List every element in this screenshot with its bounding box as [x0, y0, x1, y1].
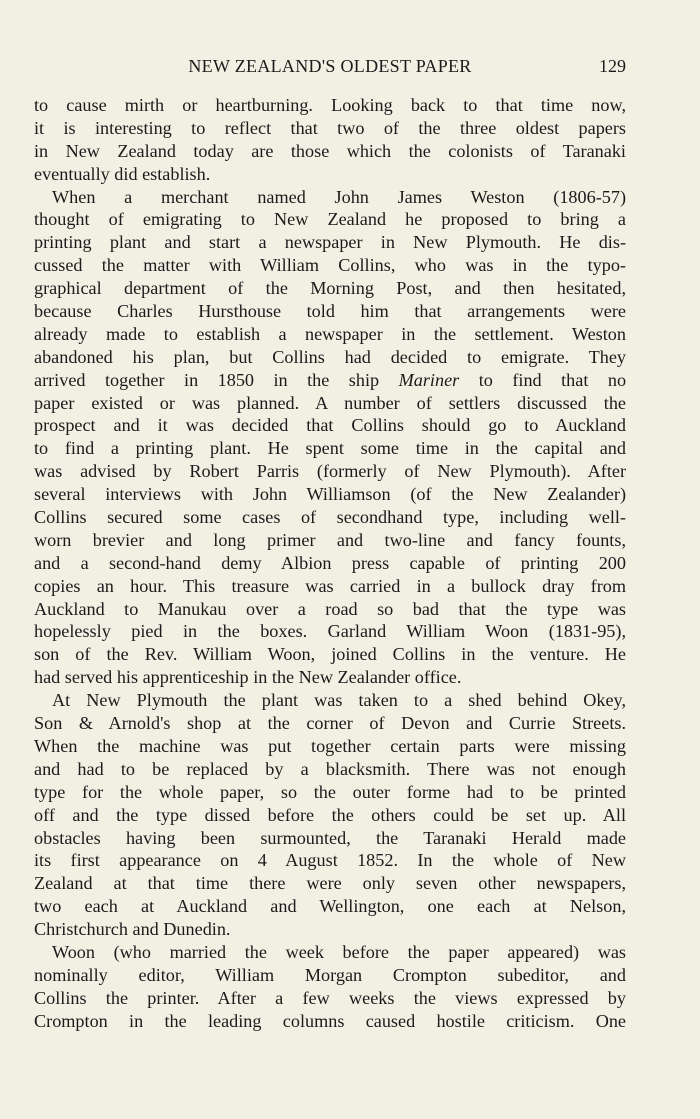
text-line: type for the whole paper, so the outer forme had to be printed [34, 781, 626, 802]
text-line: several interviews with John Williamson (of the New Zealander) [34, 484, 626, 505]
text-line: thought of emigrating to New Zealand he proposed to bring a [34, 209, 626, 230]
text-line: was advised by Robert Parris (formerly of New Plymouth). After [34, 461, 626, 482]
text-segment: to find that no [478, 369, 627, 390]
text-line: abandoned his plan, but Collins had decided to emigrate. They [34, 346, 626, 367]
text-line: cussed the matter with William Collins, who was in the typo- [34, 255, 626, 276]
text-line: paper existed or was planned. A number of settlers discussed the [34, 392, 626, 413]
text-line [34, 369, 626, 392]
text-line: and had to be replaced by a blacksmith. There was not enough [34, 758, 626, 779]
text-line: Collins secured some cases of secondhand type, including well- [34, 507, 626, 528]
text-line: At New Plymouth the plant was taken to a shed behind Okey, [52, 690, 626, 711]
text-line: because Charles Hursthouse told him that arrangements were [34, 301, 626, 322]
text-line: and a second-hand demy Albion press capable of printing 200 [34, 552, 626, 573]
text-line: Crompton in the leading columns caused hostile criticism. One [34, 1010, 626, 1031]
text-line: to find a printing plant. He spent some time in the capital and [34, 438, 626, 459]
text-line: son of the Rev. William Woon, joined Collins in the venture. He [34, 644, 626, 665]
text-line: Auckland to Manukau over a road so bad that the type was [34, 598, 626, 619]
text-line: Christchurch and Dunedin. [34, 919, 231, 940]
text-line: eventually did establish. [34, 163, 211, 184]
text-line: it is interesting to reflect that two of the three oldest papers [34, 117, 626, 138]
text-line: prospect and it was decided that Collins should go to Auckland [34, 415, 626, 436]
text-line: copies an hour. This treasure was carried in a bullock dray from [34, 575, 626, 596]
text-line: worn brevier and long primer and two-line and fancy founts, [34, 529, 626, 550]
text-line: graphical department of the Morning Post, and then hesitated, [34, 278, 626, 299]
text-line: already made to establish a newspaper in the settlement. Weston [34, 323, 626, 344]
running-header [34, 56, 626, 80]
ship-name: Mariner [398, 369, 460, 390]
text-segment: arrived together in 1850 in the ship [34, 369, 380, 390]
text-line: Woon (who married the week before the paper appeared) was [52, 941, 626, 962]
text-line: in New Zealand today are those which the colonists of Taranaki [34, 140, 626, 161]
text-line: When the machine was put together certain parts were missing [34, 735, 626, 756]
text-line: to cause mirth or heartburning. Looking back to that time now, [34, 95, 626, 115]
text-line: nominally editor, William Morgan Crompton subeditor, and [34, 964, 626, 985]
text-line: printing plant and start a newspaper in New Plymouth. He dis- [34, 232, 626, 253]
body-text [34, 94, 626, 1033]
text-line: had served his apprenticeship in the New Zealander office. [34, 667, 462, 688]
text-line: Collins the printer. After a few weeks the views expressed by [34, 987, 626, 1008]
text-line: its first appearance on 4 August 1852. In the whole of New [34, 850, 626, 871]
page-number: 129 [599, 56, 626, 76]
text-line: obstacles having been surmounted, the Taranaki Herald made [34, 827, 626, 848]
running-title: NEW ZEALAND'S OLDEST PAPER [188, 56, 472, 76]
text-line: two each at Auckland and Wellington, one each at Nelson, [34, 896, 626, 917]
text-line: off and the type dissed before the others could be set up. All [34, 804, 626, 825]
text-line: hopelessly pied in the boxes. Garland William Woon (1831-95), [34, 621, 626, 642]
text-line: When a merchant named John James Weston (1806-57) [52, 186, 626, 207]
text-line: Son & Arnold's shop at the corner of Devon and Currie Streets. [34, 713, 626, 734]
text-line: Zealand at that time there were only seven other newspapers, [34, 873, 626, 894]
